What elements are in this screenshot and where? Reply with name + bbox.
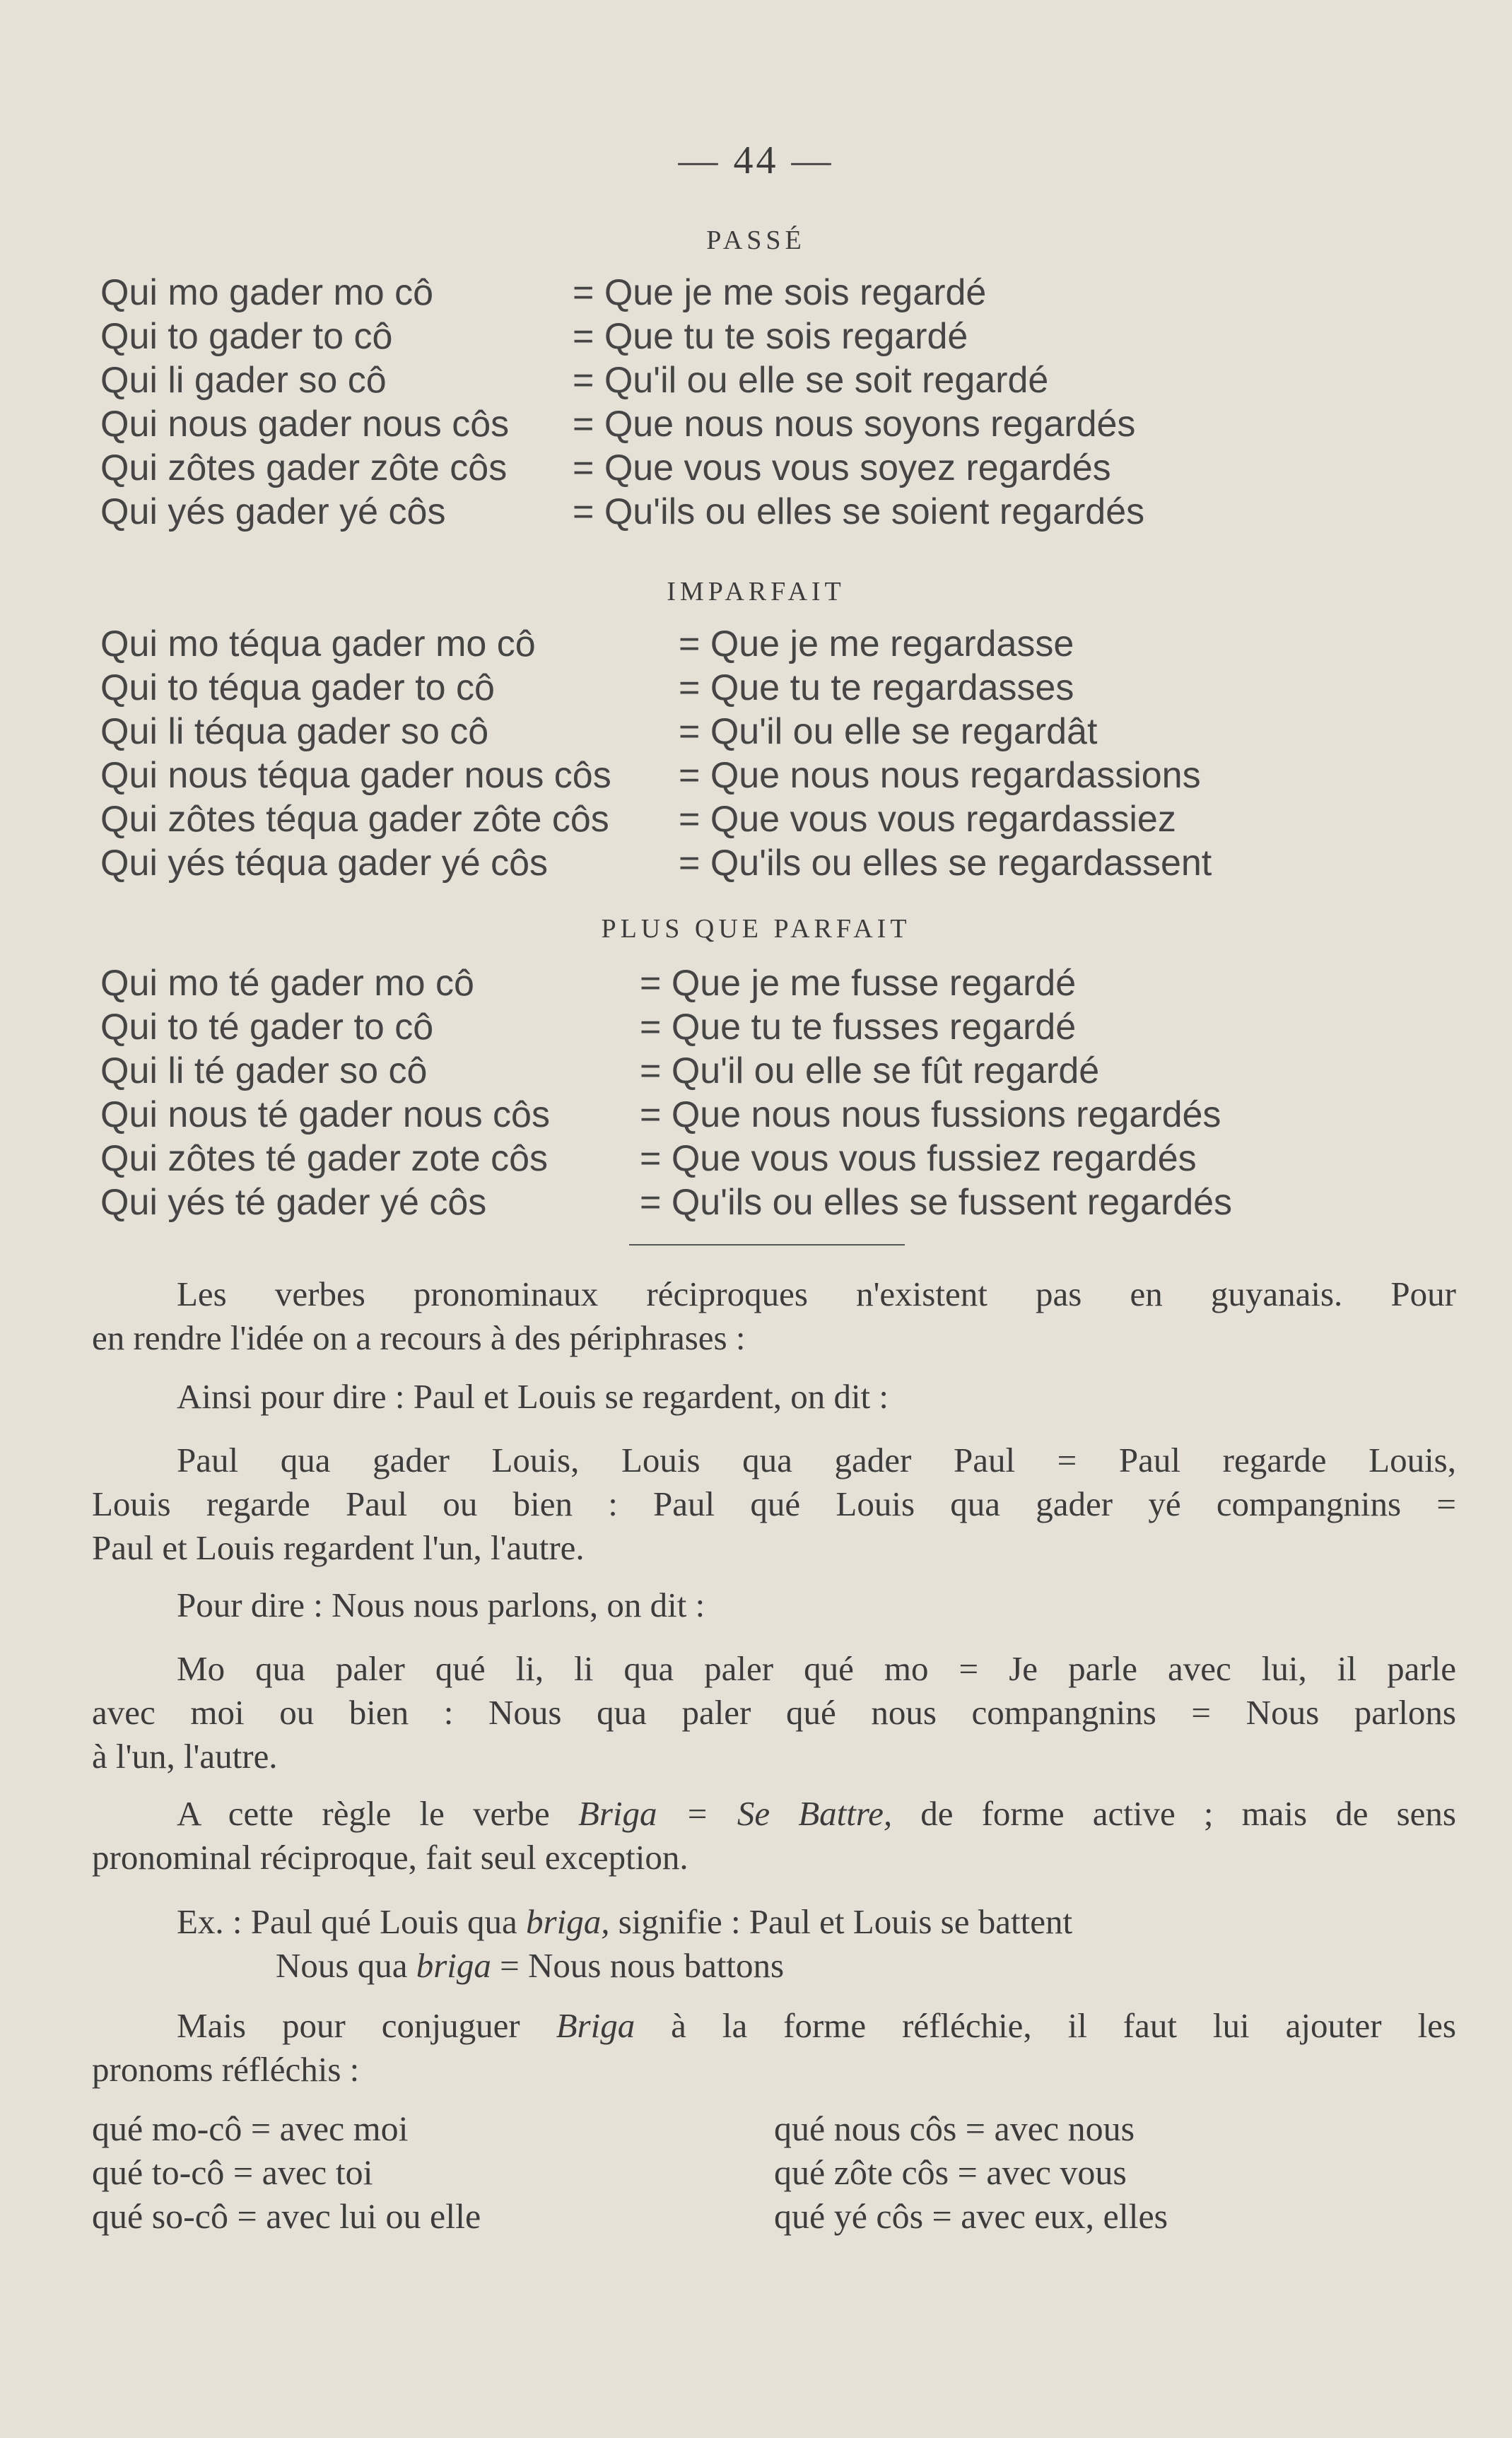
paragraph-briga-example <box>92 1900 1456 1988</box>
text-run: Ex. : Paul qué Louis qua <box>177 1902 527 1941</box>
italic-term: briga, <box>526 1902 610 1941</box>
creole-line: Qui li té gader so cô <box>100 1050 428 1091</box>
text-line: à l'un, l'autre. <box>92 1737 278 1776</box>
text-line: Ainsi pour dire : Paul et Louis se regardent, on dit : <box>177 1377 889 1416</box>
creole-line: Qui yés té gader yé côs <box>100 1182 487 1223</box>
creole-line: Qui mo gader mo cô <box>100 272 434 313</box>
text-line: pronominal réciproque, fait seul exception. <box>92 1838 688 1877</box>
creole-line: Qui to gader to cô <box>100 316 393 357</box>
creole-line: Qui to téqua gader to cô <box>100 667 495 708</box>
pronoun-line: qué so-cô = avec lui ou elle <box>92 2196 481 2236</box>
french-line: = Que vous vous fussiez regardés <box>640 1138 1197 1179</box>
section-divider <box>629 1244 905 1246</box>
french-line: = Que nous nous soyons regardés <box>573 404 1136 445</box>
pronoun-line: qué zôte côs = avec vous <box>774 2152 1127 2192</box>
text-line: Paul qua gader Louis, Louis qua gader Paul = Paul regarde Louis, <box>177 1441 1456 1479</box>
french-line: = Qu'ils ou elles se regardassent <box>679 843 1212 884</box>
french-line: = Qu'ils ou elles se soient regardés <box>573 491 1145 532</box>
creole-line: Qui zôtes gader zôte côs <box>100 447 508 488</box>
text-line <box>92 1944 1456 1988</box>
paragraph-parler-example <box>92 1647 1456 1778</box>
pronoun-line: qué mo-cô = avec moi <box>92 2109 409 2148</box>
italic-term: briga <box>416 1946 491 1985</box>
paragraph-reciprocal-intro <box>92 1272 1456 1360</box>
creole-line: Qui mo téqua gader mo cô <box>100 623 536 664</box>
creole-line: Qui zôtes té gader zote côs <box>100 1138 549 1179</box>
page-number: — 44 — <box>678 139 834 182</box>
text-run: = Nous nous battons <box>491 1946 785 1985</box>
text-line <box>92 1792 1456 1836</box>
creole-line: Qui yés téqua gader yé côs <box>100 843 549 884</box>
italic-term: Briga = Se Battre, <box>578 1794 893 1833</box>
text-run: à la forme réfléchie, il faut lui ajouter les <box>635 2006 1456 2045</box>
section-heading-passe: PASSÉ <box>706 225 806 255</box>
french-line: = Qu'il ou elle se regardât <box>679 711 1098 752</box>
paragraph-briga-exception <box>92 1792 1456 1880</box>
text-run: Mais pour conjuguer <box>177 2006 556 2045</box>
creole-line: Qui to té gader to cô <box>100 1007 434 1048</box>
creole-line: Qui mo té gader mo cô <box>100 963 474 1004</box>
pronoun-line: qué nous côs = avec nous <box>774 2109 1135 2148</box>
french-line: = Que je me regardasse <box>679 623 1074 664</box>
pronoun-line: qué yé côs = avec eux, elles <box>774 2196 1168 2236</box>
text-run: A cette règle le verbe <box>177 1794 578 1833</box>
paragraph-example-intro <box>92 1375 1456 1419</box>
french-line: = Que vous vous regardassiez <box>679 799 1176 840</box>
pronoun-list-singular <box>92 2106 481 2238</box>
creole-line: Qui nous té gader nous côs <box>100 1094 550 1135</box>
creole-line: Qui zôtes téqua gader zôte côs <box>100 799 609 840</box>
french-line: = Que je me fusse regardé <box>640 963 1077 1004</box>
french-line: = Que nous nous regardassions <box>679 755 1201 796</box>
text-run: Nous qua <box>276 1946 416 1985</box>
paragraph-regarder-example <box>92 1438 1456 1570</box>
french-line: = Qu'il ou elle se fût regardé <box>640 1050 1100 1091</box>
text-line: Louis regarde Paul ou bien : Paul qué Louis qua gader yé compangnins = <box>92 1484 1456 1523</box>
creole-line: Qui nous téqua gader nous côs <box>100 755 611 796</box>
pronoun-list-plural <box>774 2106 1168 2238</box>
text-line <box>92 2004 1456 2048</box>
paragraph-parler-intro <box>92 1583 1456 1627</box>
text-line: Paul et Louis regardent l'un, l'autre. <box>92 1528 585 1567</box>
french-line: = Que vous vous soyez regardés <box>573 447 1111 488</box>
section-heading-plus-que-parfait: PLUS QUE PARFAIT <box>601 914 911 944</box>
text-line <box>92 1900 1456 1944</box>
french-line: = Qu'il ou elle se soit regardé <box>573 360 1049 401</box>
french-line: = Que tu te sois regardé <box>573 316 968 357</box>
section-heading-imparfait: IMPARFAIT <box>667 577 845 606</box>
text-line: pronoms réfléchis : <box>92 2050 360 2089</box>
french-line: = Que tu te regardasses <box>679 667 1074 708</box>
creole-line: Qui yés gader yé côs <box>100 491 446 532</box>
creole-line: Qui li gader so cô <box>100 360 387 401</box>
text-run: signifie : Paul et Louis se battent <box>609 1902 1073 1941</box>
creole-line: Qui li téqua gader so cô <box>100 711 489 752</box>
pronoun-line: qué to-cô = avec toi <box>92 2152 373 2192</box>
text-line: Les verbes pronominaux réciproques n'existent pas en guyanais. Pour <box>177 1274 1456 1313</box>
text-run: de forme active ; mais de sens <box>892 1794 1456 1833</box>
text-line: avec moi ou bien : Nous qua paler qué nous compangnins = Nous parlons <box>92 1693 1456 1732</box>
french-line: = Que je me sois regardé <box>573 272 987 313</box>
french-line: = Qu'ils ou elles se fussent regardés <box>640 1182 1233 1223</box>
text-line: en rendre l'idée on a recours à des périphrases : <box>92 1318 746 1357</box>
creole-line: Qui nous gader nous côs <box>100 404 510 445</box>
french-line: = Que nous nous fussions regardés <box>640 1094 1221 1135</box>
paragraph-reflexive-intro <box>92 2004 1456 2092</box>
text-line: Pour dire : Nous nous parlons, on dit : <box>177 1586 705 1624</box>
text-line: Mo qua paler qué li, li qua paler qué mo = Je parle avec lui, il parle <box>177 1649 1456 1688</box>
italic-term: Briga <box>556 2006 635 2045</box>
french-line: = Que tu te fusses regardé <box>640 1007 1077 1048</box>
